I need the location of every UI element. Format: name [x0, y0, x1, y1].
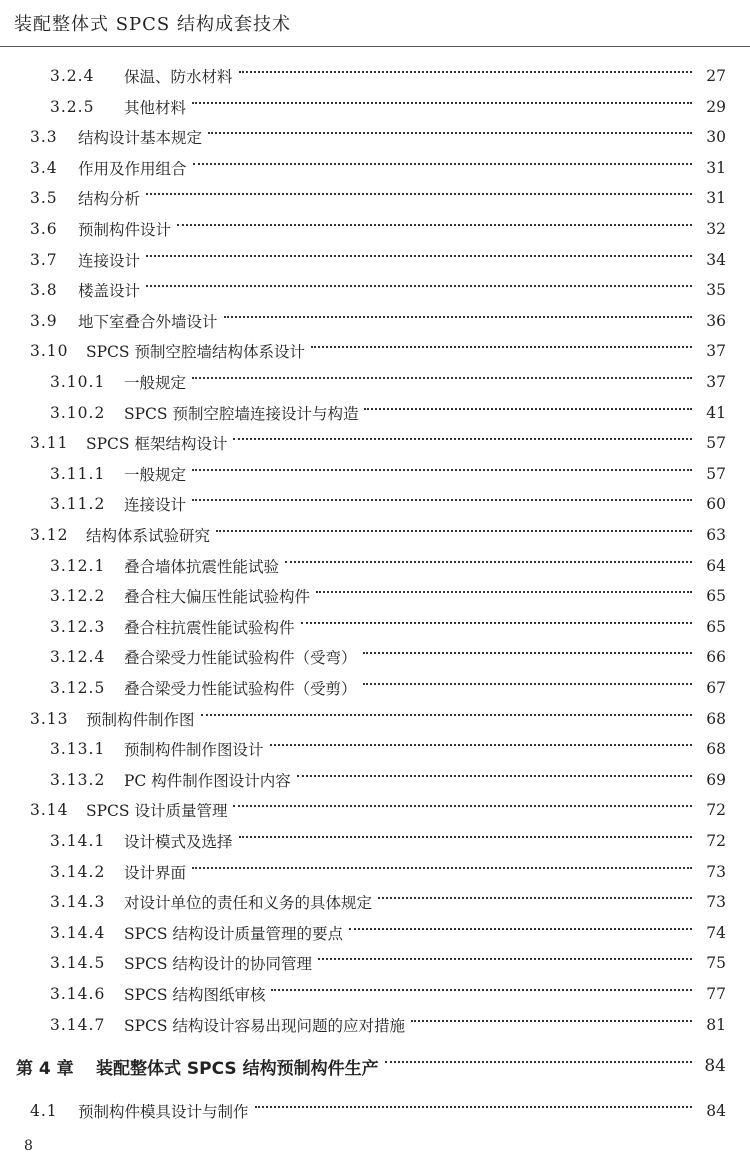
running-header: 装配整体式 SPCS 结构成套技术	[14, 14, 291, 35]
entry-page: 84	[706, 1102, 726, 1120]
entry-number: 3.14.1	[50, 832, 106, 850]
toc-entry[interactable]	[0, 826, 750, 856]
entry-number: 3.10	[30, 342, 69, 361]
entry-title: SPCS 结构设计质量管理的要点	[124, 924, 343, 943]
entry-title: 结构设计基本规定	[78, 129, 203, 148]
leader-dots	[216, 530, 692, 532]
entry-title: 结构体系试验研究	[86, 527, 211, 545]
entry-title: 叠合柱抗震性能试验构件	[124, 618, 295, 637]
leader-dots	[192, 469, 692, 471]
toc-entry[interactable]	[0, 398, 750, 428]
entry-number: 3.12.5	[50, 679, 106, 697]
leader-dots	[192, 102, 692, 104]
entry-page: 68	[706, 740, 726, 759]
leader-dots	[297, 775, 692, 777]
entry-number: 3.9	[30, 311, 58, 330]
leader-dots	[192, 377, 692, 379]
page-number: 8	[24, 1138, 33, 1154]
entry-title: 设计界面	[124, 863, 187, 882]
entry-page: 57	[706, 464, 726, 483]
entry-number: 3.4	[30, 158, 58, 177]
toc-entry[interactable]	[0, 948, 750, 978]
entry-number: 3.2.4	[50, 67, 95, 85]
leader-dots	[146, 193, 692, 195]
leader-dots	[364, 408, 692, 410]
leader-dots	[239, 71, 692, 73]
entry-number: 3.6	[30, 220, 58, 238]
entry-title: SPCS 框架结构设计	[86, 435, 228, 454]
entry-number: 3.14.5	[50, 954, 106, 973]
leader-dots	[233, 438, 692, 440]
leader-dots	[239, 836, 692, 838]
toc-entry[interactable]	[0, 704, 750, 734]
entry-title: 叠合梁受力性能试验构件（受弯）	[124, 649, 357, 668]
entry-title: 保温、防水材料	[124, 68, 233, 86]
toc-entry[interactable]	[0, 275, 750, 305]
entry-page: 65	[706, 617, 726, 636]
entry-title: SPCS 结构图纸审核	[124, 986, 266, 1004]
chapter-entry[interactable]	[0, 1051, 750, 1081]
entry-page: 72	[706, 801, 726, 820]
leader-dots	[349, 928, 692, 930]
toc-entry[interactable]	[0, 1010, 750, 1040]
entry-number: 3.14.7	[50, 1015, 106, 1034]
leader-dots	[363, 683, 692, 685]
entry-number: 3.10.1	[50, 373, 106, 391]
entry-title: 预制构件模具设计与制作	[78, 1103, 249, 1121]
toc-entry[interactable]	[0, 642, 750, 672]
chapter-page: 84	[704, 1056, 726, 1076]
entry-title: 预制构件制作图	[86, 710, 195, 729]
leader-dots	[270, 744, 692, 746]
toc-entry[interactable]	[0, 1096, 750, 1126]
entry-page: 73	[706, 862, 726, 881]
toc-entry[interactable]	[0, 734, 750, 764]
entry-page: 75	[706, 954, 726, 973]
entry-page: 57	[706, 434, 726, 453]
toc-entry[interactable]	[0, 61, 750, 91]
entry-title: 地下室叠合外墙设计	[78, 312, 218, 331]
entry-number: 3.10.2	[50, 403, 106, 422]
leader-dots	[385, 1061, 692, 1063]
entry-number: 3.12.2	[50, 587, 106, 606]
entry-page: 30	[706, 128, 726, 147]
toc-entry[interactable]	[0, 245, 750, 275]
toc-entry[interactable]	[0, 765, 750, 795]
entry-number: 3.14.6	[50, 985, 106, 1003]
toc-entry[interactable]	[0, 857, 750, 887]
toc-entry[interactable]	[0, 367, 750, 397]
entry-title: 对设计单位的责任和义务的具体规定	[124, 894, 373, 913]
entry-title: 楼盖设计	[78, 282, 141, 301]
toc-entry[interactable]	[0, 520, 750, 550]
entry-page: 37	[706, 373, 726, 391]
leader-dots	[192, 499, 692, 501]
toc-entry[interactable]	[0, 489, 750, 519]
entry-title: SPCS 预制空腔墙连接设计与构造	[124, 404, 359, 423]
entry-title: 连接设计	[78, 251, 141, 270]
entry-title: SPCS 设计质量管理	[86, 802, 228, 821]
leader-dots	[378, 897, 692, 899]
toc-entry[interactable]	[0, 153, 750, 183]
leader-dots	[301, 622, 692, 624]
entry-page: 31	[706, 189, 726, 208]
leader-dots	[255, 1106, 692, 1108]
entry-title: 结构分析	[78, 190, 141, 209]
entry-number: 3.14.3	[50, 893, 106, 912]
toc-entry[interactable]	[0, 459, 750, 489]
toc-entry[interactable]	[0, 122, 750, 152]
toc-entry[interactable]	[0, 183, 750, 213]
entry-page: 41	[706, 403, 726, 422]
entry-number: 3.12.4	[50, 648, 106, 667]
entry-page: 64	[706, 556, 726, 575]
leader-dots	[146, 285, 692, 287]
entry-page: 34	[706, 250, 726, 269]
toc-entry[interactable]	[0, 428, 750, 458]
entry-page: 31	[706, 158, 726, 177]
entry-number: 3.12.1	[50, 556, 106, 575]
leader-dots	[208, 132, 692, 134]
entry-page: 73	[706, 893, 726, 912]
entry-title: 预制构件设计	[78, 221, 172, 239]
entry-title: 叠合墙体抗震性能试验	[124, 557, 280, 576]
entry-page: 35	[706, 281, 726, 300]
toc-entry[interactable]	[0, 918, 750, 948]
entry-number: 3.3	[30, 128, 58, 147]
toc-entry[interactable]	[0, 887, 750, 917]
chapter-title: 装配整体式 SPCS 结构预制构件生产	[96, 1058, 379, 1079]
entry-page: 27	[706, 67, 726, 85]
leader-dots	[316, 591, 692, 593]
entry-number: 3.11.2	[50, 495, 106, 514]
leader-dots	[177, 224, 692, 226]
toc-entry[interactable]	[0, 612, 750, 642]
entry-page: 72	[706, 832, 726, 850]
entry-title: SPCS 结构设计容易出现问题的应对措施	[124, 1016, 405, 1035]
entry-number: 3.5	[30, 189, 58, 208]
leader-dots	[318, 958, 692, 960]
leader-dots	[192, 867, 692, 869]
entry-title: 连接设计	[124, 496, 187, 515]
entry-page: 32	[706, 220, 726, 238]
leader-dots	[271, 989, 692, 991]
entry-number: 3.11	[30, 434, 69, 453]
entry-number: 3.2.5	[50, 97, 95, 116]
leader-dots	[224, 316, 692, 318]
entry-page: 67	[706, 679, 726, 697]
leader-dots	[363, 652, 692, 654]
toc-entry[interactable]	[0, 214, 750, 244]
entry-title: SPCS 预制空腔墙结构体系设计	[86, 343, 305, 362]
entry-title: 其他材料	[124, 98, 187, 117]
chapter-number: 第 4 章	[16, 1058, 74, 1079]
entry-page: 69	[706, 770, 726, 789]
entry-number: 3.13.1	[50, 740, 106, 759]
leader-dots	[233, 805, 692, 807]
entry-title: SPCS 结构设计的协同管理	[124, 955, 312, 974]
entry-number: 3.11.1	[50, 464, 106, 483]
entry-number: 3.7	[30, 250, 58, 269]
entry-number: 3.14.2	[50, 862, 106, 881]
entry-page: 74	[706, 923, 726, 942]
entry-page: 81	[706, 1015, 726, 1034]
entry-title: 叠合柱大偏压性能试验构件	[124, 588, 311, 607]
entry-page: 77	[706, 985, 726, 1003]
entry-number: 3.8	[30, 281, 58, 300]
entry-number: 4.1	[30, 1102, 58, 1120]
header-rule	[0, 46, 750, 47]
entry-page: 60	[706, 495, 726, 514]
toc-entry[interactable]	[0, 979, 750, 1009]
entry-page: 37	[706, 342, 726, 361]
toc-entry[interactable]	[0, 336, 750, 366]
entry-page: 29	[706, 97, 726, 116]
leader-dots	[193, 163, 692, 165]
entry-number: 3.12.3	[50, 617, 106, 636]
toc-entry[interactable]	[0, 306, 750, 336]
toc-entry[interactable]	[0, 673, 750, 703]
toc-entry[interactable]	[0, 581, 750, 611]
entry-page: 66	[706, 648, 726, 667]
entry-page: 36	[706, 311, 726, 330]
entry-title: 预制构件制作图设计	[124, 741, 264, 760]
leader-dots	[311, 346, 692, 348]
entry-number: 3.13	[30, 709, 69, 728]
toc-entry[interactable]	[0, 551, 750, 581]
entry-page: 65	[706, 587, 726, 606]
entry-title: 作用及作用组合	[78, 159, 187, 178]
leader-dots	[146, 255, 692, 257]
entry-title: 一般规定	[124, 465, 187, 484]
entry-title: PC 构件制作图设计内容	[124, 771, 291, 790]
leader-dots	[201, 714, 692, 716]
entry-title: 一般规定	[124, 374, 187, 392]
entry-number: 3.12	[30, 526, 69, 544]
entry-page: 68	[706, 709, 726, 728]
leader-dots	[285, 561, 692, 563]
entry-title: 设计模式及选择	[124, 833, 233, 851]
entry-number: 3.13.2	[50, 770, 106, 789]
toc-entry[interactable]	[0, 92, 750, 122]
entry-page: 63	[706, 526, 726, 544]
entry-number: 3.14.4	[50, 923, 106, 942]
entry-title: 叠合梁受力性能试验构件（受剪）	[124, 680, 357, 698]
toc-entry[interactable]	[0, 795, 750, 825]
leader-dots	[411, 1020, 692, 1022]
entry-number: 3.14	[30, 801, 69, 820]
